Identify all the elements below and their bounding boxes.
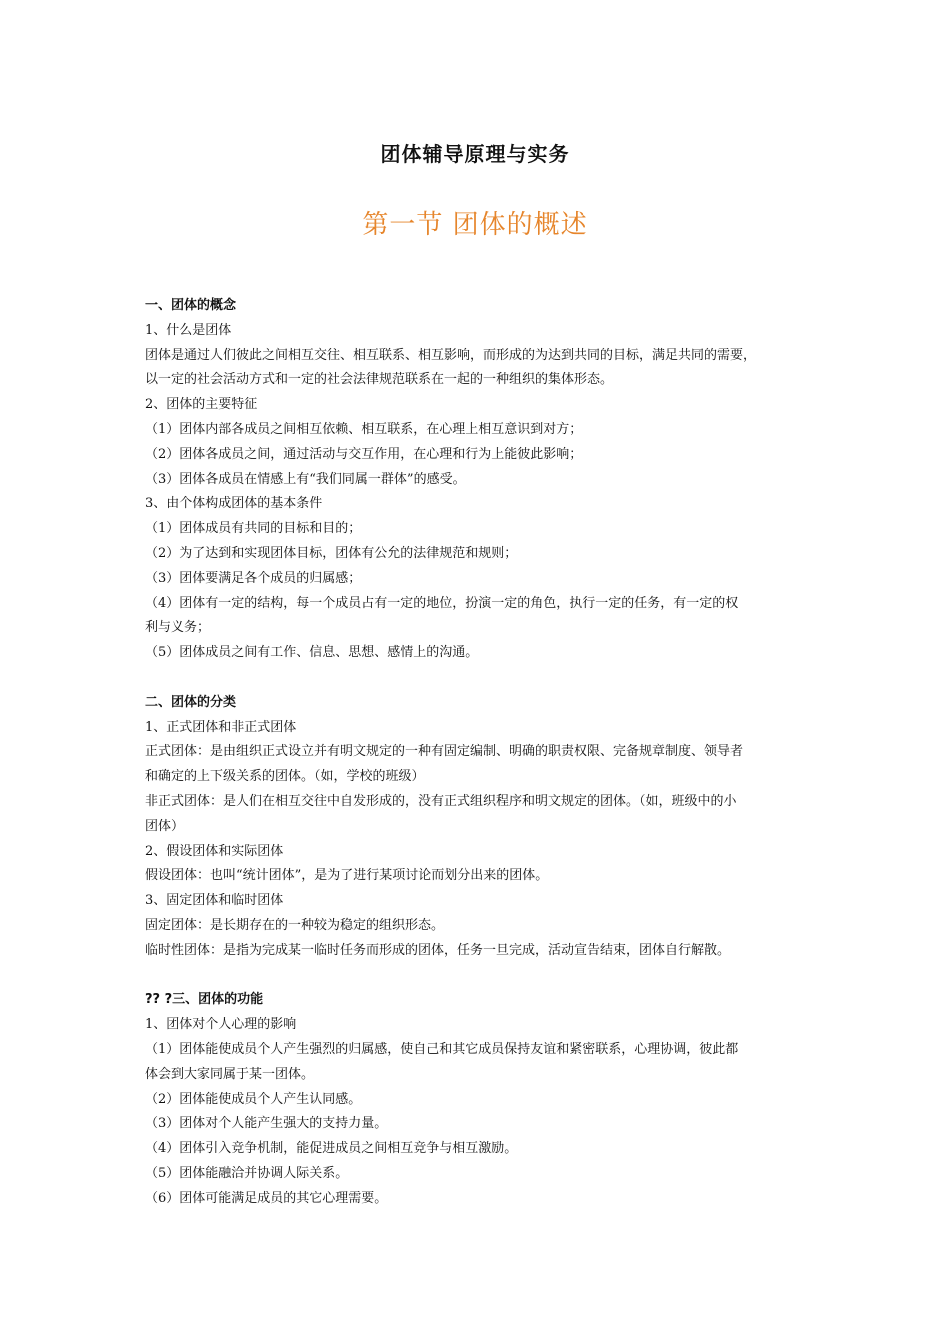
section-heading-functions: ?? ?三、团体的功能 bbox=[145, 992, 264, 1008]
paragraph-line: 以一定的社会活动方式和一定的社会法律规范联系在一起的一种组织的集体形态。 bbox=[145, 372, 614, 388]
subheading: 3、固定团体和临时团体 bbox=[145, 893, 284, 909]
spacer bbox=[145, 964, 815, 989]
list-item: （5）团体能融洽并协调人际关系。 bbox=[145, 1165, 349, 1181]
paragraph-line: 正式团体：是由组织正式设立并有明文规定的一种有固定编制、明确的职责权限、完备规章制度、领导者 bbox=[145, 744, 744, 760]
list-item: （4）团体引入竞争机制，能促进成员之间相互竞争与相互激励。 bbox=[145, 1141, 518, 1157]
paragraph-line: 临时性团体：是指为完成某一临时任务而形成的团体，任务一旦完成，活动宣告结束，团体自行解散。 bbox=[145, 942, 731, 958]
list-item: （2）为了达到和实现团体目标，团体有公允的法律规范和规则； bbox=[145, 545, 518, 561]
list-item: （3）团体要满足各个成员的归属感； bbox=[145, 570, 362, 586]
list-item: （4）团体有一定的结构，每一个成员占有一定的地位，扮演一定的角色，执行一定的任务，有一定的权 bbox=[145, 595, 739, 611]
section-heading-concept: 一、团体的概念 bbox=[145, 298, 237, 313]
list-item-continuation: 利与义务； bbox=[145, 620, 211, 636]
list-item: （2）团体能使成员个人产生认同感。 bbox=[145, 1091, 362, 1107]
paragraph-line: 团体是通过人们彼此之间相互交往、相互联系、相互影响，而形成的为达到共同的目标，满足共同的需要， bbox=[145, 347, 757, 363]
document-title: 团体辅导原理与实务 bbox=[380, 142, 570, 166]
paragraph-line: 假设团体：也叫“统计团体”，是为了进行某项讨论而划分出来的团体。 bbox=[145, 868, 549, 884]
list-item-continuation: 体会到大家同属于某一团体。 bbox=[145, 1066, 315, 1082]
section-title: 第一节 团体的概述 bbox=[362, 210, 588, 240]
list-item: （3）团体对个人能产生强大的支持力量。 bbox=[145, 1116, 388, 1132]
paragraph-line: 固定团体：是长期存在的一种较为稳定的组织形态。 bbox=[145, 917, 445, 933]
document-body bbox=[145, 294, 815, 1211]
list-item: （2）团体各成员之间，通过活动与交互作用，在心理和行为上能彼此影响； bbox=[145, 446, 583, 462]
paragraph-line: 非正式团体：是人们在相互交往中自发形成的，没有正式组织程序和明文规定的团体。（如，班级中的小 bbox=[145, 793, 737, 809]
list-item: （5）团体成员之间有工作、信息、思想、感情上的沟通。 bbox=[145, 645, 479, 661]
paragraph-line: 和确定的上下级关系的团体。（如，学校的班级） bbox=[145, 769, 425, 785]
list-item: （1）团体内部各成员之间相互依赖、相互联系，在心理上相互意识到对方； bbox=[145, 421, 583, 437]
list-item: （1）团体成员有共同的目标和目的； bbox=[145, 521, 362, 537]
list-item: （3）团体各成员在情感上有“我们同属一群体”的感受。 bbox=[145, 471, 466, 487]
subheading: 3、由个体构成团体的基本条件 bbox=[145, 496, 323, 512]
list-item: （1）团体能使成员个人产生强烈的归属感，使自己和其它成员保持友谊和紧密联系，心理协调，彼此都 bbox=[145, 1041, 739, 1057]
section-heading-classification: 二、团体的分类 bbox=[145, 694, 237, 710]
paragraph-line: 团体） bbox=[145, 818, 185, 834]
list-item: （6）团体可能满足成员的其它心理需要。 bbox=[145, 1190, 388, 1206]
subheading: 1、团体对个人心理的影响 bbox=[145, 1017, 297, 1033]
subheading: 1、正式团体和非正式团体 bbox=[145, 719, 297, 735]
spacer bbox=[145, 666, 815, 691]
subheading: 1、什么是团体 bbox=[145, 322, 232, 338]
subheading: 2、团体的主要特征 bbox=[145, 397, 258, 413]
subheading: 2、假设团体和实际团体 bbox=[145, 843, 284, 859]
